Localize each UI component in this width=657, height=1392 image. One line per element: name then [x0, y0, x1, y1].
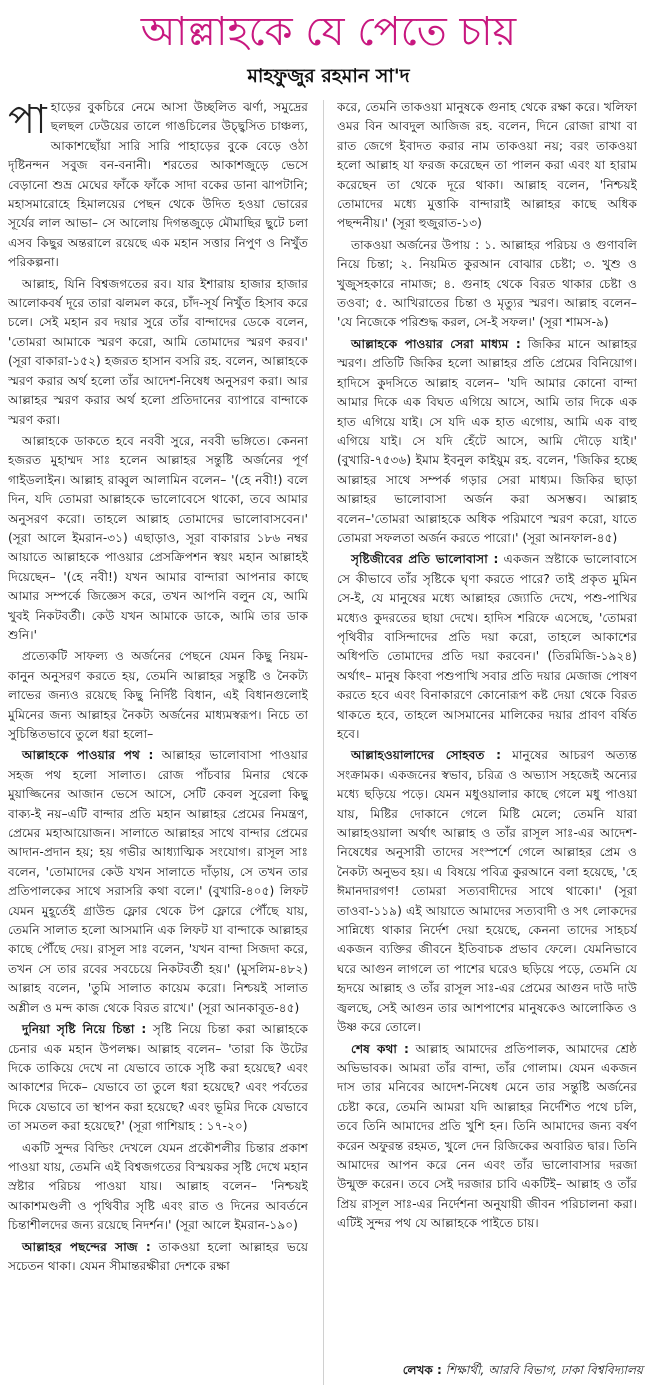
- drop-cap: পা: [8, 98, 47, 143]
- paragraph-text: হাড়ের বুকচিরে নেমে আসা উচ্ছলিত ঝর্ণা, সমুদ্রের ছলছল ঢেউয়ের তালে গাঙচিলের উচ্ছ্বসিত চাঞ্চল্য, আকাশছোঁয়া সারি সারি পাহাড়ের বুকে বেড়ে ওঠা দৃষ্টিনন্দন সবুজ বন-বনানী। শরতের আকাশজুড়ে ভেসে বেড়ানো শুভ্র মেঘের ফাঁকে ফাঁকে সাদা বকের ডানা ঝাপটানি; মহাসমারোহে হিমালয়ের পেছন থেকে উদিত হওয়া ভোরের সূর্যের লাল আভা– সে আলোয় দিগন্তজুড়ে মৌমাছির ছুটে চলা এসব কিছুর অন্তরালে রয়েছে এক মহান সত্তার নিপুণ ও নিখুঁত পরিকল্পনা।: [8, 100, 308, 270]
- paragraph-text: মানুষের আচরণ অত্যন্ত সংক্রামক। একজনের স্বভাব, চরিত্র ও অভ্যাস সহজেই অন্যের মধ্যে ছড়িয়ে পড়ে। যেমন মধুওয়ালার কাছে গেলে মধু পাওয়া যায়, মিষ্টির দোকানে গেলে মিষ্টি মেলে; তেমনি যারা আল্লাহওয়ালা অর্থাৎ আল্লাহ ও তাঁর রাসূল সাঃ-এর আদেশ-নিষেধের অনুসারী তাদের সংস্পর্শে গেলে আল্লাহর প্রেম ও নৈকট্য অনুভব হয়। এ বিষয়ে পবিত্র কুরআনে বলা হয়েছে, 'হে ঈমানদারগণ! তোমরা সত্যবাদীদের সাথে থাকো।' (সূরা তাওবা-১১৯) এই আয়াতে আমাদের সত্যবাদী ও সৎ লোকদের সান্নিধ্যে থাকার নির্দেশ দেয়া হয়েছে, কেননা তাদের সাহচর্য একজন ব্যক্তির জীবনে ইতিবাচক প্রভাব ফেলে। যেমনিভাবে ঘরে আগুন লাগলে তা পাশের ঘরেও ছড়িয়ে পড়ে, তেমনি যে হৃদয়ে আল্লাহ ও তাঁর রাসূল সাঃ-এর প্রেমের আগুন দাউ দাউ জ্বলছে, সেই আগুন তার আশপাশের মানুষকেও আলোকিত ও উষ্ণ করে তোলে।: [337, 748, 637, 1035]
- paragraph: [8, 1238, 308, 1277]
- paragraph-text: আল্লাহর ভালোবাসা পাওয়ার সহজ পথ হলো সালাত। রোজ পাঁচবার মিনার থেকে মুয়াজ্জিনের আজান ভেসে আসে, সেটি কেবল সুরেলা কিছু বাক্য-ই নয়–এটি বান্দার প্রতি মহান আল্লাহর প্রেমের নিমন্ত্রণ, প্রেমের মহাআয়োজন। সালাতে আল্লাহর সাথে বান্দার প্রেমের আদান-প্রদান হয়; হয় গভীর আধ্যাত্মিক সংযোগ। রাসূল সাঃ বলেন, 'তোমাদের কেউ যখন সালাতে দাঁড়ায়, সে তখন তার প্রতিপালকের সাথে সরাসরি কথা বলে।' (বুখারি-৪০৫) লিফট যেমন মুহূর্তেই গ্রাউন্ড ফ্লোর থেকে টপ ফ্লোরে পৌঁছে যায়, তেমনি সালাত হলো আসমানি এক লিফট যা বান্দাকে আল্লাহর কাছে পৌঁছে দেয়। রাসূল সাঃ বলেন, 'যখন বান্দা সিজদা করে, তখন সে তার রবের সবচেয়ে নিকটবর্তী হয়।' (মুসলিম-৪৮২) আল্লাহ বলেন, 'তুমি সালাত কায়েম করো। নিশ্চয়ই সালাত অশ্লীল ও মন্দ কাজ থেকে বিরত রাখে।' (সূরা আনকাবূত-৪৫): [8, 748, 308, 1015]
- section-heading: আল্লাহওয়ালাদের সোহবত :: [351, 748, 501, 763]
- article-title: আল্লাহকে যে পেতে চায়: [140, 9, 517, 55]
- paragraph: [8, 746, 308, 1018]
- article-column-left: [8, 98, 308, 1383]
- paragraph-text: তাকওয়া হলো আল্লাহর ভয়ে সচেতন থাকা। যেমন সীমান্তরক্ষীরা দেশকে রক্ষা: [8, 1239, 308, 1273]
- column-divider: [323, 100, 324, 1385]
- paragraph: [337, 335, 637, 548]
- paragraph: [8, 98, 308, 273]
- section-heading: আল্লাহকে পাওয়ার পথ :: [22, 748, 154, 763]
- paragraph-text: আল্লাহ আমাদের প্রতিপালক, আমাদের শ্রেষ্ঠ অভিভাবক। আমরা তাঁর বান্দা, তাঁর গোলাম। যেমন একজন দাস তার মনিবের আদেশ-নিষেধ মেনে তার সন্তুষ্টি অর্জনের চেষ্টা করে, তেমনি আমরা যদি আল্লাহর নির্দেশিত পথে চলি, তবে তিনি আমাদের প্রতি খুশি হন। তিনি আমাদের জন্য বর্ষণ করেন অফুরন্ত রহমত, খুলে দেন রিজিকের অবারিত দ্বার। তিনি আমাদের আপন করে নেন এবং তাঁর ভালোবাসার দরজা উন্মুক্ত করেন। তবে সেই দরজার চাবি একটিই– আল্লাহ ও তাঁর প্রিয় রাসূল সাঃ-এর নির্দেশনা অনুযায়ী জীবন পরিচালনা করা। এটিই সুন্দর পথ যে আল্লাহকে পাইতে চায়।: [337, 1041, 637, 1231]
- section-heading: দুনিয়া সৃষ্টি নিয়ে চিন্তা :: [22, 1022, 147, 1037]
- paragraph: একটি সুন্দর বিল্ডিং দেখলে যেমন প্রকৌশলীর চিন্তার প্রকাশ পাওয়া যায়, তেমনি এই বিশ্বজগতের বিস্ময়কর সৃষ্টি দেখে মহান স্রষ্টার পরিচয় পাওয়া যায়। আল্লাহ বলেন– 'নিশ্চয়ই আকাশমণ্ডলী ও পৃথিবীর সৃষ্টি এবং রাত ও দিনের আবর্তনে চিন্তাশীলদের জন্য রয়েছে নিদর্শন।' (সূরা আলে ইমরান-১৯০): [8, 1140, 308, 1233]
- author-note-text: শিক্ষার্থী, আরবি বিভাগ, ঢাকা বিশ্ববিদ্যালয়: [441, 1363, 643, 1377]
- paragraph: [8, 1020, 308, 1136]
- paragraph: তাকওয়া অর্জনের উপায় : ১. আল্লাহর পরিচয় ও গুণাবলি নিয়ে চিন্তা; ২. নিয়মিত কুরআন বোঝার চেষ্টা; ৩. খুশু ও খুজুসহকারে নামাজ; ৪. গুনাহ থেকে বিরত থাকার চেষ্টা ও তওবা; ৫. আখিরাতের চিন্তা ও মৃত্যুর স্মরণ। আল্লাহ বলেন– 'যে নিজেকে পরিশুদ্ধ করল, সে-ই সফল।' (সূরা শামস-৯): [337, 237, 637, 330]
- paragraph: করে, তেমনি তাকওয়া মানুষকে গুনাহ থেকে রক্ষা করে। খলিফা ওমর বিন আবদুল আজিজ রহ. বলেন, দিনে রোজা রাখা বা রাত জেগে ইবাদত করার নাম তাকওয়া নয়; বরং তাকওয়া হলো আল্লাহ যা ফরজ করেছেন তা পালন করা এবং যা হারাম করেছেন তা থেকে দূরে থাকা। আল্লাহ বলেন, 'নিশ্চয়ই তোমাদের মধ্যে মুত্তাকি বান্দারাই আল্লাহর কাছে অধিক পছন্দনীয়।' (সূরা হুজুরাত-১৩): [337, 100, 637, 231]
- paragraph-text: জিকির মানে আল্লাহর স্মরণ। প্রতিটি জিকির হলো আল্লাহর প্রতি প্রেমের বিনিয়োগ। হাদিসে কুদসিতে আল্লাহ বলেন– 'যদি আমার কোনো বান্দা আমার দিকে এক বিঘত এগিয়ে আসে, আমি তার দিকে এক হাত এগিয়ে যাই। সে যদি এক হাত এগোয়, আমি এক বাহু এগিয়ে যাই। সে যদি হেঁটে আসে, আমি দৌড়ে যাই।' (বুখারি-৭৫৩৬) ইমাম ইবনুল কাইয়ুম রহ. বলেন, 'জিকির হচ্ছে আল্লাহর সাথে সম্পর্ক গড়ার সেরা মাধ্যম। জিকির ছাড়া আল্লাহর ভালোবাসা অর্জন করা অসম্ভব। আল্লাহ বলেন–'তোমরা আল্লাহকে অধিক পরিমাণে স্মরণ করো, যাতে তোমরা সফলতা অর্জন করতে পারো।' (সূরা আনফাল-৪৫): [337, 336, 637, 545]
- paragraph: আল্লাহ, যিনি বিশ্বজগতের রব। যার ইশারায় হাজার হাজার আলোকবর্ষ দূরে তারা ঝলমল করে, চাঁদ-সূর্য নিখুঁত হিসাব করে চলে। সেই মহান রব দয়ার সুরে তাঁর বান্দাদের ডেকে বলেন, 'তোমরা আমাকে স্মরণ করো, আমি তোমাদের স্মরণ করব।' (সূরা বাকারা-১৫২) হজরত হাসান বসরি রহ. বলেন, আল্লাহকে স্মরণ করার অর্থ হলো তাঁর আদেশ-নিষেধ অনুসরণ করা। আর আল্লাহর স্মরণ করার অর্থ হলো প্রতিদানের ব্যাপারে বান্দাকে স্মরণ করা।: [8, 276, 308, 427]
- article-author: মাহফুজুর রহমান সা'দ: [247, 65, 410, 87]
- paragraph: [337, 550, 637, 744]
- paragraph-text: সৃষ্টি নিয়ে চিন্তা করা আল্লাহকে চেনার এক মহান উপলক্ষ। আল্লাহ বলেন– 'তারা কি উটের দিকে তাকিয়ে দেখে না যেভাবে তাকে সৃষ্টি করা হয়েছে? এবং আকাশের দিকে– যেভাবে তা তুলে ধরা হয়েছে? এবং পর্বতের দিকে যেভাবে তা স্থাপন করা হয়েছে? এবং ভূমির দিকে যেভাবে তা সমতল করা হয়েছে?' (সূরা গাশিয়াহ : ১৭-২০): [8, 1022, 308, 1134]
- paragraph: আল্লাহকে ডাকতে হবে নববী সুরে, নববী ভঙ্গিতে। কেননা হজরত মুহাম্মদ সাঃ হলেন আল্লাহর সন্তুষ্টি অর্জনের পূর্ণ গাইডলাইন। আল্লাহ রাব্বুল আলামিন বলেন– '(হে নবী!) বলে দিন, যদি তোমরা আল্লাহকে ভালোবেসে থাকো, তবে আমার অনুসরণ করো। তাহলে আল্লাহ তোমাদের ভালোবাসবেন।' (সূরা আলে ইমরান-৩১) এছাড়াও, সূরা বাকারার ১৮৬ নম্বর আয়াতে আল্লাহকে পাওয়ার প্রেসক্রিপশন স্বয়ং মহান আল্লাহই দিয়েছেন– '(হে নবী!) যখন আমার বান্দারা আপনার কাছে আমার সম্পর্কে জিজ্ঞেস করে, তখন আপনি বলুন যে, আমি খুবই নিকটবর্তী। কেউ যখন আমাকে ডাকে, আমি তার ডাক শুনি।': [8, 433, 308, 642]
- section-heading: শেষ কথা :: [351, 1041, 409, 1056]
- section-heading: সৃষ্টিজীবের প্রতি ভালোবাসা :: [351, 552, 499, 567]
- paragraph: [337, 1040, 637, 1234]
- section-heading: আল্লাহকে পাওয়ার সেরা মাধ্যম :: [351, 336, 521, 351]
- paragraph: [337, 746, 637, 1037]
- author-note-label: লেখক :: [402, 1363, 442, 1377]
- author-note: [403, 1362, 643, 1382]
- paragraph-text: একজন স্রষ্টাকে ভালোবাসে সে কীভাবে তাঁর সৃষ্টিকে ঘৃণা করতে পারে? তাই প্রকৃত মুমিন সে-ই, যে মানুষের মধ্যে আল্লাহর জ্যোতি দেখে, পশু-পাখির মধ্যেও কুদরতের ছায়া দেখে। হাদিস শরিফে এসেছে, 'তোমরা পৃথিবীর বাসিন্দাদের প্রতি দয়া করো, তাহলে আকাশের অধিপতি তোমাদের প্রতি দয়া করবেন।' (তিরমিজি-১৯২৪) অর্থাৎ– মানুষ কিংবা পশুপাখি সবার প্রতি দয়ার মেজাজ পোষণ করতে হবে এবং বিনাকারণে কোনোরূপ কষ্ট দেয়া থেকে বিরত থাকতে হবে, তাহলে আসমানের মালিকের দয়ার প্রাবণ বর্ষিত হবে।: [337, 552, 637, 741]
- paragraph: প্রত্যেকটি সাফল্য ও অর্জনের পেছনে যেমন কিছু নিয়ম-কানুন অনুসরণ করতে হয়, তেমনি আল্লাহর সন্তুষ্টি ও নৈকট্য লাভের জন্যও রয়েছে কিছু নির্দিষ্ট বিধান, এই বিধানগুলোই মুমিনের জন্য আল্লাহর নৈকট্য অর্জনের মাধ্যমস্বরূপ। নিচে তা সুচিন্তিতভাবে তুলে ধরা হলো–: [8, 649, 308, 741]
- article-column-right: [337, 98, 637, 1383]
- section-heading: আল্লাহর পছন্দের সাজ :: [22, 1239, 151, 1254]
